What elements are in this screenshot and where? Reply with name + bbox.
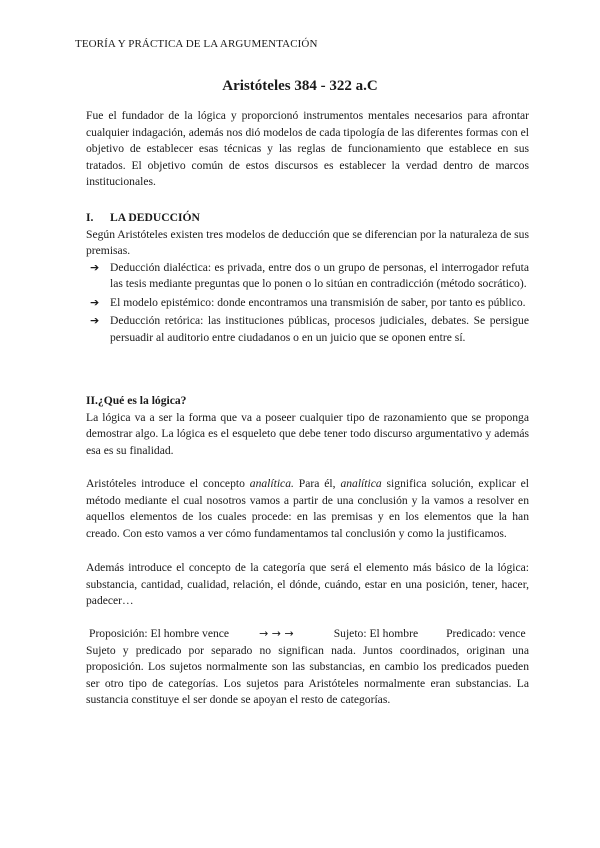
arrow-right-icon: ➔ xyxy=(90,295,100,309)
section-2 xyxy=(86,393,529,459)
analytic-text-b: Para él, xyxy=(293,477,341,490)
analytic-paragraph xyxy=(86,476,529,542)
analytic-text-a: Aristóteles introduce el concepto xyxy=(86,477,250,490)
arrow-sequence-icon: → → → xyxy=(259,627,294,640)
section-1-number: I. xyxy=(86,211,94,224)
list-item xyxy=(88,260,529,293)
section-2-heading: II.¿Qué es la lógica? xyxy=(86,394,187,407)
deduction-list xyxy=(86,260,529,347)
arrow-right-icon: ➔ xyxy=(90,314,100,327)
list-item-text: Deducción dialéctica: es privada, entre dos o un grupo de personas, el interrogador refuta las tesis mediante preguntas que lo ponen o lo sitúan en contradicción (método socrático). xyxy=(110,260,529,290)
section-1-heading xyxy=(86,210,529,227)
section-1-title: LA DEDUCCIÓN xyxy=(110,211,200,224)
running-header: TEORÍA Y PRÁCTICA DE LA ARGUMENTACIÓN xyxy=(75,38,318,50)
subject-predicate-paragraph: Sujeto y predicado por separado no significan nada. Juntos coordinados, originan una proposición. Los sujetos normalmente son las substancias, en cambio los predicados pueden ser otro tipo de categorías. Los sujetos para Aristóteles normalmente eran substancias. La sustancia constituye el ser donde se apoyan el resto de categorías. xyxy=(86,643,529,706)
proposition-example xyxy=(86,626,529,709)
analytic-term: analítica xyxy=(340,477,382,490)
logic-paragraph: La lógica va a ser la forma que va a poseer cualquier tipo de razonamiento que se proponga demostrar algo. La lógica es el esqueleto que debe tener todo discurso argumentativo y además esa es su finalidad. xyxy=(86,410,529,457)
intro-paragraph: Fue el fundador de la lógica y proporcionó instrumentos mentales necesarios para afrontar cualquier indagación, además nos dió modelos de cada tipología de las diferentes formas con el objetivo de establecer esas técnicas y las reglas de funcionamiento que establece en sus tratados. El objetivo común de estos discursos es establecer la verdad dentro de marcos institucionales. xyxy=(86,109,529,188)
analytic-text-c: significa solución, explicar el método mediante el cual nosotros vamos a partir de una conclusión y la vamos a resolver en aquellos elementos de los cuales procede: en las premisas y en los elementos que la han creado. Con esto vamos a ver cómo fundamentamos tal conclusión y como la justificamos. xyxy=(86,477,530,540)
subject-label: Sujeto: El hombre xyxy=(333,627,419,640)
document-title: Aristóteles 384 - 322 a.C xyxy=(222,78,378,94)
arrow-right-icon: ➔ xyxy=(90,260,100,274)
category-paragraph: Además introduce el concepto de la categoría que será el elemento más básico de la lógica: substancia, cantidad, cualidad, relación, el dónde, cuándo, estar en una posición, tener, hacer, padecer… xyxy=(86,561,529,607)
predicate-label: Predicado: vence xyxy=(446,627,526,640)
section-1-intro: Según Aristóteles existen tres modelos de deducción que se diferencian por la naturaleza de sus premisas. xyxy=(86,227,529,257)
proposition-label: Proposición: El hombre vence xyxy=(89,627,230,640)
list-item xyxy=(88,313,529,346)
list-item-text: Deducción retórica: las instituciones públicas, procesos judiciales, debates. Se persigue persuadir al auditorio entre ciudadanos o en un juicio que se oponen entre sí. xyxy=(110,314,529,344)
proposition-row xyxy=(86,626,529,643)
list-item xyxy=(88,295,529,312)
section-1 xyxy=(86,210,529,346)
list-item-text: El modelo epistémico: donde encontramos una transmisión de saber, por tanto es público. xyxy=(110,295,526,309)
analytic-term: analítica. xyxy=(249,477,294,490)
